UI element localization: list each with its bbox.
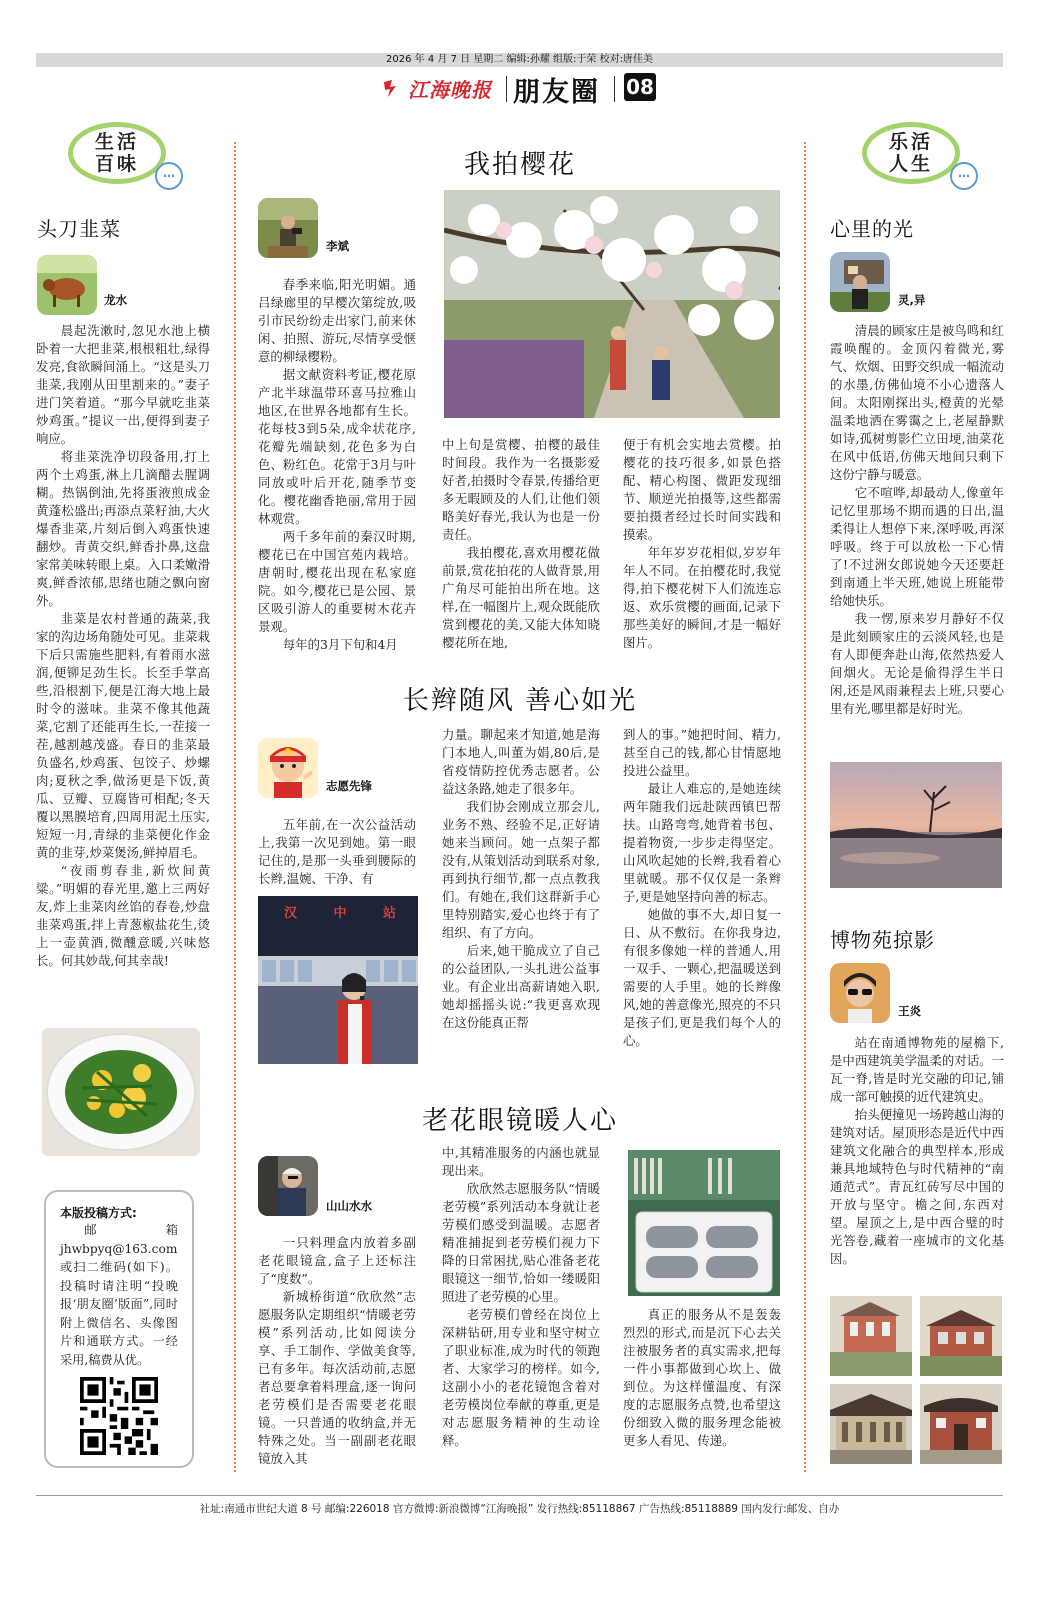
paragraph: 据文献资料考证,樱花原产北半球温带环喜马拉雅山地区,在世界各地都有生长。花每枝3到5朵,成伞状花序,花瓣先端缺刻,花色多为白色、粉红色。花常于3月与叶同放或叶后开花,随季节变化。樱花幽香艳丽,常用于园林观赏。 [258, 367, 416, 526]
paragraph: 韭菜是农村普通的蔬菜,我家的沟边场角随处可见。韭菜栽下后只需施些肥料,有着雨水滋润,便铆足劲生长。长至手掌高些,沿根割下,便是江海大地上最时令的滋味。韭菜不像其他蔬菜,它割了还能再生长,一茬接一茬,越割越茂盛。春日的韭菜最负盛名,炒鸡蛋、包饺子、炒螺肉;夏秋之季,做汤更是下饭,黄瓜、豆瓣、豆腐皆可相配;冬天覆以黑膜培育,四周用泥土压实,短短一月,青绿的韭菜便化作金黄的韭芽,炒菜煲汤,鲜掉眉毛。 [36, 611, 210, 860]
museum-photo-4 [920, 1384, 1002, 1464]
author-name: 志愿先锋 [326, 779, 372, 793]
paragraph: 新城桥街道“欣欣然”志愿服务队定期组织“情暖老劳模”系列活动,比如阅读分享、手工制作、学做美食等,已有多年。每次活动前,志愿者总要拿着料理盒,逐一询问老劳模们是否需要老花眼镜。一只普通的收纳盒,并无特殊之处。当一副副老花眼镜放入其 [258, 1289, 416, 1466]
section-badge-life [68, 122, 166, 184]
article-title: 长辫随风 善心如光 [402, 686, 638, 716]
submission-text: 邮箱 jhwbpyq@163.com 或扫二维码(如下)。投稿时请注明“投晚报‘朋友圈’版面”,同时附上微信名、头像图片和通联方式。一经采用,稿费从优。 [60, 1223, 178, 1367]
author-name: 李斌 [326, 239, 349, 253]
paragraph: 便于有机会实地去赏樱。拍樱花的技巧很多,如景色搭配、精心构图、微距发现细节、顺逆光拍摄等,这些都需要拍摄者经过长时间实践和摸索。 [623, 437, 781, 542]
author-name: 灵,异 [898, 293, 926, 307]
column-divider [804, 142, 806, 1472]
author-avatar [258, 1156, 318, 1216]
article-title: 头刀韭菜 [37, 217, 121, 241]
qr-code[interactable] [80, 1377, 158, 1455]
author-avatar [830, 963, 890, 1023]
article-title: 我拍樱花 [463, 150, 576, 180]
author-avatar [258, 738, 318, 798]
author-avatar [37, 255, 97, 315]
chat-bubble-icon: … [155, 162, 183, 190]
paragraph: 真正的服务从不是轰轰烈烈的形式,而是沉下心去关注被服务者的真实需求,把每一件小事都做到心坎上、做到位。为这样懂温度、有深度的志愿服务点赞,也希望这份细致入微的服务理念能被更多人看见、传递。 [623, 1307, 781, 1448]
article-body-col3 [623, 436, 781, 652]
article-body-col3 [623, 1306, 781, 1450]
paragraph: 中,其精准服务的内涵也就显现出来。 [442, 1145, 600, 1178]
paragraph: 它不喧哗,却最动人,像童年记忆里那场不期而遇的日出,温柔得让人想停下来,深呼吸,再深呼吸。终于可以放松一下心情了!不过洲女郎说她今天还要赶到南通上半天班,她说上班能带给她快乐。 [830, 485, 1004, 608]
badge-line: 人生 [888, 153, 933, 175]
article-body [830, 322, 1004, 718]
paragraph: 将韭菜洗净切段备用,打上两个土鸡蛋,淋上几滴醋去腥调糊。热锅倒油,先将蛋液煎成金黄蓬松盛出;再添点菜籽油,大火爆香韭菜,片刻后倒入鸡蛋快速翻炒。青黄交织,鲜香扑鼻,这盘家常美味转眼上桌。入口柔嫩滑爽,鲜香浓郁,思绪也随之飘向窗外。 [36, 449, 210, 608]
article-body-col3 [623, 726, 781, 1050]
paragraph: 最让人难忘的,是她连续两年随我们远赴陕西镇巴帮扶。山路弯弯,她背着书包、提着物资,一步步走得坚定。山风吹起她的长辫,我看着心里就暖。那不仅仅是一条辫子,更是她坚持向善的标志。 [623, 781, 781, 904]
article-body [830, 1034, 1004, 1268]
chat-bubble-icon: … [950, 162, 978, 190]
author-name: 王炎 [898, 1004, 921, 1018]
paragraph: 老劳模们曾经在岗位上深耕钻研,用专业和坚守树立了职业标准,成为时代的领跑者、大家学习的榜样。如今,这副小小的老花镜饱含着对老劳模岗位奉献的尊重,更是对志愿服务精神的生动诠释。 [442, 1307, 600, 1448]
paragraph: 晨起洗漱时,忽见水池上横卧着一大把韭菜,根根粗壮,绿得发亮,食欲瞬间涌上。“这是头刀韭菜,我刚从田里割来的。”妻子进门笑着道。“那今早就吃韭菜炒鸡蛋。”提议一出,便得到妻子响应。 [36, 323, 210, 446]
paragraph: 春季来临,阳光明媚。通吕绿廊里的早樱次第绽放,吸引市民纷纷走出家门,前来休闲、拍照、游玩,尽情享受惬意的柳绿樱粉。 [258, 277, 416, 364]
dateline-bar: 2026 年 4 月 7 日 星期二 编辑:孙耀 组版:于荣 校对:唐佳美 [36, 53, 1003, 67]
museum-photo-1 [830, 1296, 912, 1376]
article-body-col1 [258, 1234, 416, 1468]
paragraph: 清晨的顾家庄是被鸟鸣和红霞唤醒的。金顶闪着微光,雾气、炊烟、田野交织成一幅流动的水墨,仿佛仙境不小心遗落人间。太阳刚探出头,橙黄的光晕温柔地洒在雾霭之上,老屋静默如诗,孤树剪影伫立田埂,油菜花在风中低语,仿佛天地间只剩下这份宁静与暖意。 [830, 323, 1004, 482]
paragraph: 我们协会刚成立那会儿,业务不熟、经验不足,正好请她来当顾问。她一点架子都没有,从策划活动到联系对象,再到执行细节,都一点点教我们。有她在,我们这群新手心里特别踏实,爱心也终于有了组织、有了方向。 [442, 799, 600, 940]
article-title: 博物苑掠影 [830, 928, 935, 952]
article-body-col1 [258, 276, 416, 654]
article-body-col2 [442, 436, 600, 652]
paragraph: 欣欣然志愿服务队“情暖老劳模”系列活动本身就让老劳模们感受到温暖。志愿者精准捕捉到老劳模们视力下降的日常困扰,贴心准备老花眼镜这一细节,恰如一缕暖阳照进了老劳模的心里。 [442, 1181, 600, 1304]
masthead-divider [614, 76, 615, 102]
column-divider [234, 142, 236, 1472]
author-name: 山山水水 [326, 1199, 372, 1213]
page-number: 08 [624, 73, 656, 101]
article-title: 心里的光 [830, 217, 914, 241]
station-sign: 汉 中 站 [284, 906, 413, 921]
paragraph: 力量。聊起来才知道,她是海门本地人,叫董为娟,80后,是省疫情防控优秀志愿者。公益这条路,她走了很多年。 [442, 727, 600, 796]
paragraph: 一只料理盒内放着多副老花眼镜盒,盒子上还标注了“度数”。 [258, 1235, 416, 1286]
author-avatar [830, 252, 890, 312]
footer-rule [36, 1495, 1003, 1496]
author-avatar [258, 198, 318, 258]
badge-line: 生活 [94, 131, 139, 153]
paragraph: 五年前,在一次公益活动上,我第一次见到她。第一眼记住的,是那一头垂到腰际的长辫,温婉、干净、有 [258, 817, 416, 886]
paragraph: 抬头便撞见一场跨越山海的建筑对话。屋顶形态是近代中西建筑文化融合的典型样本,形成兼具地域特色与时代精神的“南通范式”。青瓦红砖写尽中国的开放与坚守。檐之间,东西对望。屋顶之上,是中西合璧的时光答卷,藏着一座城市的文化基因。 [830, 1107, 1004, 1266]
paper-logo-icon [382, 78, 404, 98]
museum-photo-3 [830, 1384, 912, 1464]
paragraph: 到人的事。”她把时间、精力,甚至自己的钱,都心甘情愿地投进公益里。 [623, 727, 781, 778]
paragraph: 我拍樱花,喜欢用樱花做前景,赏花拍花的人做背景,用广角尽可能拍出所在地。这样,在一幅图片上,观众既能欣赏到樱花的美,又能大体知晓樱花所在地, [442, 545, 600, 650]
sunrise-photo [830, 762, 1002, 888]
article-body [36, 322, 210, 970]
paragraph: “夜雨剪春韭,新炊间黄粱。”明媚的春光里,邀上三两好友,炸上韭菜肉丝馅的春卷,炒盘韭菜鸡蛋,拌上青葱椒盐花生,烫上一壶黄酒,微醺意暖,兴味悠长。何其妙哉,何其幸哉! [36, 863, 210, 968]
glasses-box-photo [628, 1150, 780, 1296]
footer-info: 社址:南通市世纪大道 8 号 邮编:226018 官方微博:新浪微博“江海晚报” 发行热线:85118867 广告热线:85118889 国内发行:邮发、自办 [199, 1503, 840, 1515]
paragraph: 每年的3月下旬和4月 [282, 637, 398, 652]
paragraph: 我一愣,原来岁月静好不仅是此刻顾家庄的云淡风轻,也是有人即便奔赴山海,依然热爱人间烟火。无论是偷得浮生半日闲,还是风雨兼程去上班,只要心里有光,哪里都是好时光。 [830, 611, 1004, 716]
masthead [360, 70, 680, 110]
paragraph: 站在南通博物苑的屋檐下,是中西建筑美学温柔的对话。一瓦一脊,皆是时光交融的印记,铺成一部可触摸的近代建筑史。 [830, 1035, 1004, 1104]
section-badge-leisure [862, 122, 960, 184]
paragraph: 她做的事不大,却日复一日、从不敷衍。在你我身边,有很多像她一样的普通人,用一双手、一颗心,把温暖送到需要的人手里。她的长辫像风,她的善意像光,照亮的不只是孩子们,更是我们每个人的心。 [623, 907, 781, 1048]
submission-box [44, 1190, 194, 1468]
submission-title: 本版投稿方式: [60, 1206, 137, 1220]
cherry-blossom-photo [444, 190, 780, 418]
paragraph: 年年岁岁花相似,岁岁年年人不同。在拍樱花时,我觉得,拍下樱花树下人们流连忘返、欢乐赏樱的画面,记录下那些美好的瞬间,才是一幅好图片。 [623, 545, 781, 650]
dish-photo [42, 1028, 200, 1156]
badge-line: 乐活 [888, 131, 933, 153]
article-body-col2 [442, 1144, 600, 1450]
article-title: 老花眼镜暖人心 [421, 1106, 618, 1136]
masthead-divider [506, 76, 507, 102]
museum-photo-2 [920, 1296, 1002, 1376]
badge-line: 百味 [94, 153, 139, 175]
section-name: 朋友圈 [513, 77, 600, 108]
paragraph: 后来,她干脆成立了自己的公益团队,一头扎进公益事业。有企业出高薪请她入职,她却摇摇头说:“我更喜欢现在这份能真正帮 [442, 943, 600, 1030]
paragraph: 中上旬是赏樱、拍樱的最佳时间段。我作为一名摄影爱好者,拍摄时令春景,传播给更多无暇顾及的人们,让他们领略美好春光,我认为也是一份责任。 [442, 437, 600, 542]
paragraph: 两千多年前的秦汉时期,樱花已在中国宫苑内栽培。唐朝时,樱花出现在私家庭院。如今,樱花已是公园、景区吸引游人的重要树木花卉景观。 [258, 529, 416, 634]
volunteer-photo [258, 896, 418, 1064]
article-body-col1 [258, 816, 416, 888]
article-body-col2 [442, 726, 600, 1032]
paper-name: 江海晚报 [408, 78, 492, 102]
author-name: 龙水 [104, 293, 127, 307]
